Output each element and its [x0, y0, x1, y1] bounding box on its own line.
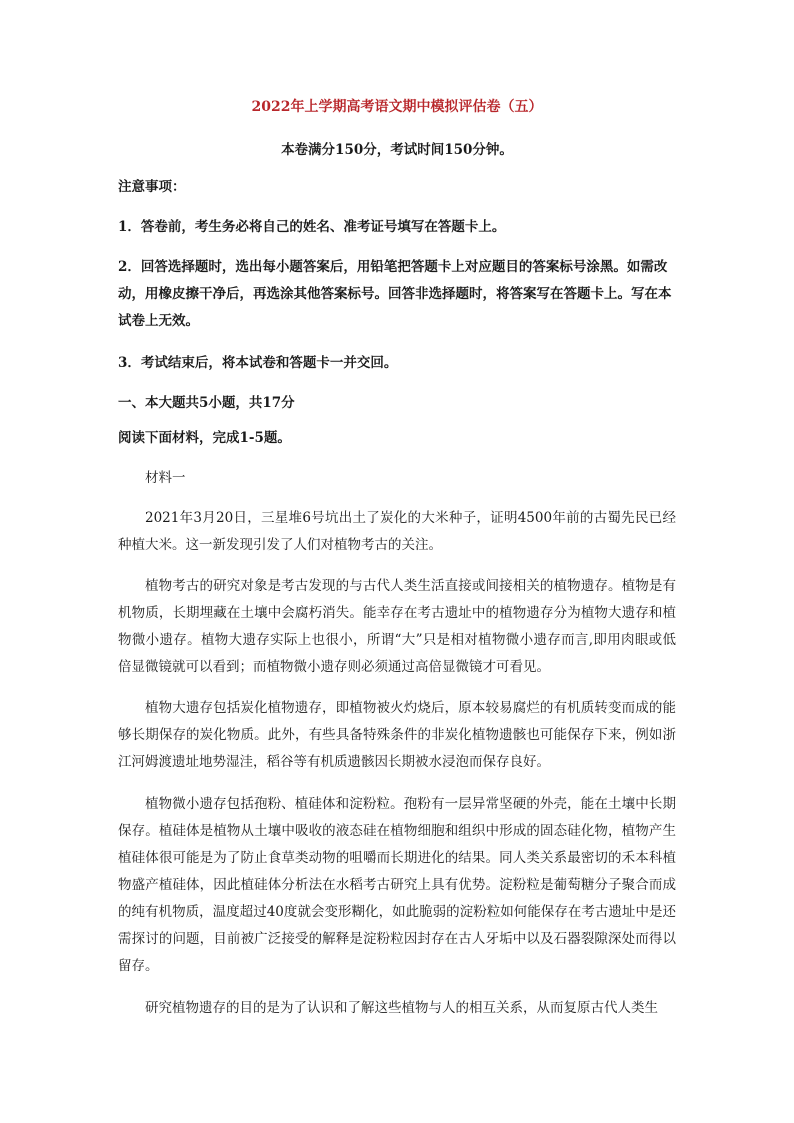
notice-heading: 注意事项：	[118, 179, 186, 195]
material-paragraph-1: 2021年3月20日，三星堆6号坑出土了炭化的大米种子，证明4500年前的古蜀先民已经种植大米。这一新发现引发了人们对植物考古的关注。	[118, 510, 676, 553]
material-paragraph-2: 植物考古的研究对象是考古发现的与古代人类生活直接或间接相关的植物遗存。植物是有机物质，长期埋藏在土壤中会腐朽消失。能幸存在考古遗址中的植物遗存分为植物大遗存和植物微小遗存。植物大遗存实际上也很小，所谓“大”只是相对植物微小遗存而言,即用肉眼或低倍显微镜就可以看到；而植物微小遗存则必须通过高倍显微镜才可看见。	[118, 578, 676, 675]
material-label: 材料一	[145, 470, 186, 486]
material-paragraph-4: 植物微小遗存包括孢粉、植硅体和淀粉粒。孢粉有一层异常坚硬的外壳，能在土壤中长期保存。植硅体是植物从土壤中吸收的液态硅在植物细胞和组织中形成的固态硅化物，植物产生植硅体很可能是为了防止食草类动物的咀嚼而长期进化的结果。同人类关系最密切的禾本科植物盛产植硅体，因此植硅体分析法在水稻考古研究上具有优势。淀粉粒是葡萄糖分子聚合而成的纯有机物质，温度超过40度就会变形糊化，如此脆弱的淀粉粒如何能保存在考古遗址中是还需探讨的问题，目前被广泛接受的解释是淀粉粒因封存在古人牙垢中以及石器裂隙深处而得以留存。	[118, 796, 676, 974]
notice-item-3: 3．考试结束后，将本试卷和答题卡一并交回。	[118, 355, 398, 371]
section-heading: 一、本大题共5小题，共17分	[118, 395, 295, 411]
material-paragraph-3: 植物大遗存包括炭化植物遗存，即植物被火灼烧后，原本较易腐烂的有机质转变而成的能够长期保存的炭化物质。此外，有些具备特殊条件的非炭化植物遗骸也可能保存下来，例如浙江河姆渡遗址地势湿洼，稻谷等有机质遗骸因长期被水浸泡而保存良好。	[118, 700, 676, 770]
notice-item-2: 2．回答选择题时，选出每小题答案后，用铅笔把答题卡上对应题目的答案标号涂黑。如需改动，用橡皮擦干净后，再选涂其他答案标号。回答非选择题时，将答案写在答题卡上。写在本试卷上无效。	[118, 259, 672, 329]
exam-subtitle: 本卷满分150分，考试时间150分钟。	[281, 142, 513, 158]
exam-title: 2022年上学期高考语文期中模拟评估卷（五）	[251, 99, 543, 115]
material-paragraph-5: 研究植物遗存的目的是为了认识和了解这些植物与人的相互关系，从而复原古代人类生	[145, 1000, 658, 1016]
section-instruction: 阅读下面材料，完成1-5题。	[118, 430, 291, 446]
notice-item-1: 1．答卷前，考生务必将自己的姓名、准考证号填写在答题卡上。	[118, 219, 506, 235]
